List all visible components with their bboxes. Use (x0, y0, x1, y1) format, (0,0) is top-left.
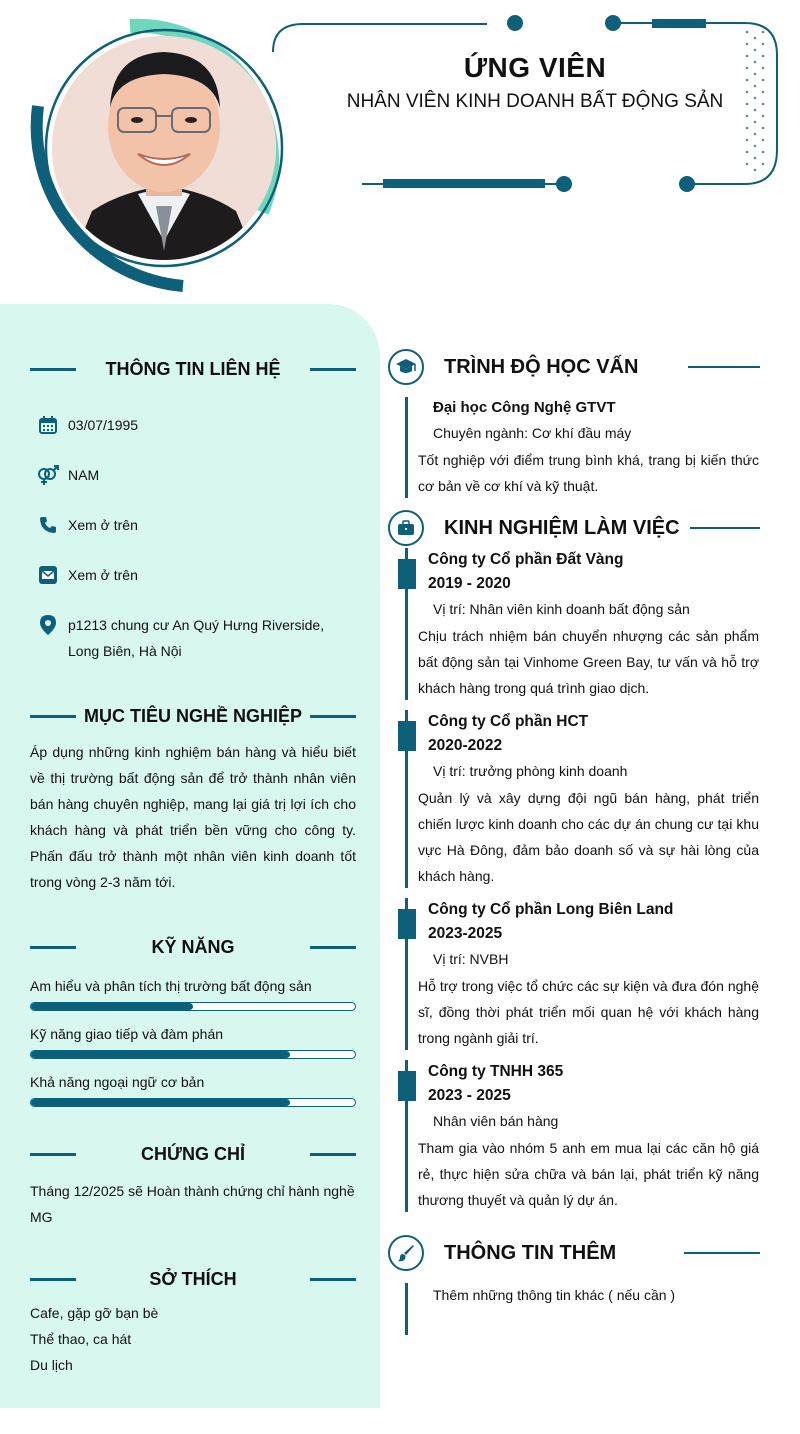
skill-bar (30, 1002, 356, 1011)
certificates-heading-text: CHỨNG CHỈ (141, 1143, 245, 1164)
job-position: Nhân viên bán hàng (433, 1113, 559, 1129)
skills-heading-text: KỸ NĂNG (151, 936, 235, 957)
calendar-icon (36, 414, 60, 436)
skill-bar-fill (31, 1051, 290, 1058)
hobbies-heading-text: SỞ THÍCH (149, 1268, 237, 1289)
company-name: Công ty TNHH 365 (428, 1063, 564, 1080)
skill-bar (30, 1098, 356, 1107)
heading-line (30, 368, 76, 371)
heading-line (684, 1252, 760, 1254)
heading-line (30, 946, 76, 949)
heading-line (310, 946, 356, 949)
paintbrush-icon (388, 1235, 424, 1271)
job-period: 2023-2025 (428, 925, 503, 942)
contact-value: NAM (68, 467, 100, 483)
contact-value: Xem ở trên (68, 567, 138, 583)
additional-text: Thêm những thông tin khác ( nếu cần ) (433, 1287, 676, 1303)
contact-item-email (36, 564, 138, 588)
email-icon (36, 564, 60, 586)
school-name: Đại học Công Nghệ GTVT (433, 399, 616, 416)
job-description: Hỗ trợ trong việc tổ chức các sự kiện và đưa đón nghệ sĩ, đồng thời phát triển mối quan hệ với khách hàng trong ngành giải trí. (418, 978, 759, 1046)
contact-value: p1213 chung cư An Quý Hưng Riverside, Long Biên, Hà Nội (68, 617, 325, 659)
contact-section-heading (30, 357, 356, 381)
certificates-text: Tháng 12/2025 sẽ Hoàn thành chứng chỉ hành nghề MG (30, 1183, 355, 1225)
education-section-heading (388, 348, 760, 386)
avatar (52, 36, 276, 260)
graduation-cap-icon (388, 349, 424, 385)
timeline-marker (398, 909, 416, 939)
heading-line (310, 368, 356, 371)
education-heading-text: TRÌNH ĐỘ HỌC VẤN (444, 355, 639, 378)
heading-line (30, 1153, 76, 1156)
timeline-marker (398, 721, 416, 751)
job-position: Vị trí: NVBH (433, 951, 509, 967)
job-description: Tham gia vào nhóm 5 anh em mua lại các căn hộ giá rẻ, thực hiện sửa chữa và bán lại, phát triển kỹ năng thương thuyết và quản lý dự án. (418, 1140, 759, 1208)
heading-line (690, 527, 760, 529)
additional-heading-text: THÔNG TIN THÊM (444, 1241, 617, 1264)
skill-item (30, 1024, 356, 1059)
contact-value: 03/07/1995 (68, 417, 139, 433)
heading-line (310, 1153, 356, 1156)
location-pin-icon (36, 614, 60, 636)
skill-label: Kỹ năng giao tiếp và đàm phán (30, 1026, 224, 1042)
company-name: Công ty Cổ phần Long Biên Land (428, 901, 674, 918)
experience-section-heading (388, 509, 760, 547)
contact-value: Xem ở trên (68, 517, 138, 533)
job-description: Chịu trách nhiệm bán chuyển nhượng các sản phẩm bất động sản tại Vinhome Green Bay, tư vấn và hỗ trợ khách hàng trong quá trình giao dịch. (418, 628, 759, 696)
phone-icon (36, 514, 60, 536)
gender-icon (36, 464, 60, 486)
job-period: 2023 - 2025 (428, 1087, 511, 1104)
heading-line (30, 715, 76, 718)
skill-label: Khả năng ngoại ngữ cơ bản (30, 1074, 205, 1090)
contact-item-address (36, 614, 328, 664)
certificates-section-heading (30, 1142, 356, 1166)
skill-label: Am hiểu và phân tích thị trường bất động sản (30, 978, 312, 994)
contact-item-gender (36, 464, 99, 488)
job-period: 2019 - 2020 (428, 575, 511, 592)
timeline-marker (398, 1071, 416, 1101)
skills-section-heading (30, 935, 356, 959)
hobby-item: Cafe, gặp gỡ bạn bè (30, 1305, 159, 1321)
job-title: NHÂN VIÊN KINH DOANH BẤT ĐỘNG SẢN (346, 91, 724, 112)
contact-item-phone (36, 514, 138, 538)
skill-bar (30, 1050, 356, 1059)
heading-line (310, 1278, 356, 1281)
job-period: 2020-2022 (428, 737, 503, 754)
candidate-name: ỨNG VIÊN (463, 52, 607, 83)
job-description: Quản lý và xây dựng đội ngũ bán hàng, phát triển chiến lược kinh doanh cho các dự án chung cư tại khu vực Hà Đông, đảm bảo doanh số và sự hài lòng của khách hàng. (418, 790, 759, 884)
hobby-item: Du lịch (30, 1357, 73, 1373)
hobby-item: Thể thao, ca hát (30, 1331, 132, 1347)
timeline-line (405, 397, 408, 498)
experience-heading-text: KINH NGHIỆM LÀM VIỆC (444, 516, 680, 539)
timeline-marker (398, 559, 416, 589)
contact-item-birthdate (36, 414, 138, 438)
skill-bar-fill (31, 1003, 193, 1010)
heading-line (688, 366, 760, 368)
job-position: Vị trí: Nhân viên kinh doanh bất động sản (433, 601, 690, 617)
heading-line (310, 715, 356, 718)
objective-heading-text: MỤC TIÊU NGHỀ NGHIỆP (83, 705, 302, 726)
job-position: Vị trí: trưởng phòng kinh doanh (433, 763, 628, 779)
hobbies-section-heading (30, 1267, 356, 1291)
education-description: Tốt nghiệp với điểm trung bình khá, trang bị kiến thức cơ bản về cơ khí và kỹ thuật. (418, 452, 759, 494)
objective-section-heading (30, 704, 356, 728)
company-name: Công ty Cổ phần Đất Vàng (428, 551, 624, 568)
heading-line (30, 1278, 76, 1281)
contact-heading-text: THÔNG TIN LIÊN HỆ (105, 358, 281, 379)
additional-section-heading (388, 1234, 760, 1272)
skill-bar-fill (31, 1099, 290, 1106)
skill-item (30, 976, 356, 1011)
major: Chuyên ngành: Cơ khí đầu máy (433, 425, 632, 441)
briefcase-icon (388, 510, 424, 546)
timeline-line (405, 1283, 408, 1335)
objective-text: Áp dụng những kinh nghiệm bán hàng và hiểu biết về thị trường bất động sản để trở thành nhân viên bán hàng chuyên nghiệp, mang lại giá trị lợi ích cho khách hàng và phát triển bền vững cho công ty. Phấn đấu trở thành một nhân viên kinh doanh tốt trong vòng 2-3 năm tới. (30, 744, 356, 890)
company-name: Công ty Cổ phần HCT (428, 713, 589, 730)
skill-item (30, 1072, 356, 1107)
